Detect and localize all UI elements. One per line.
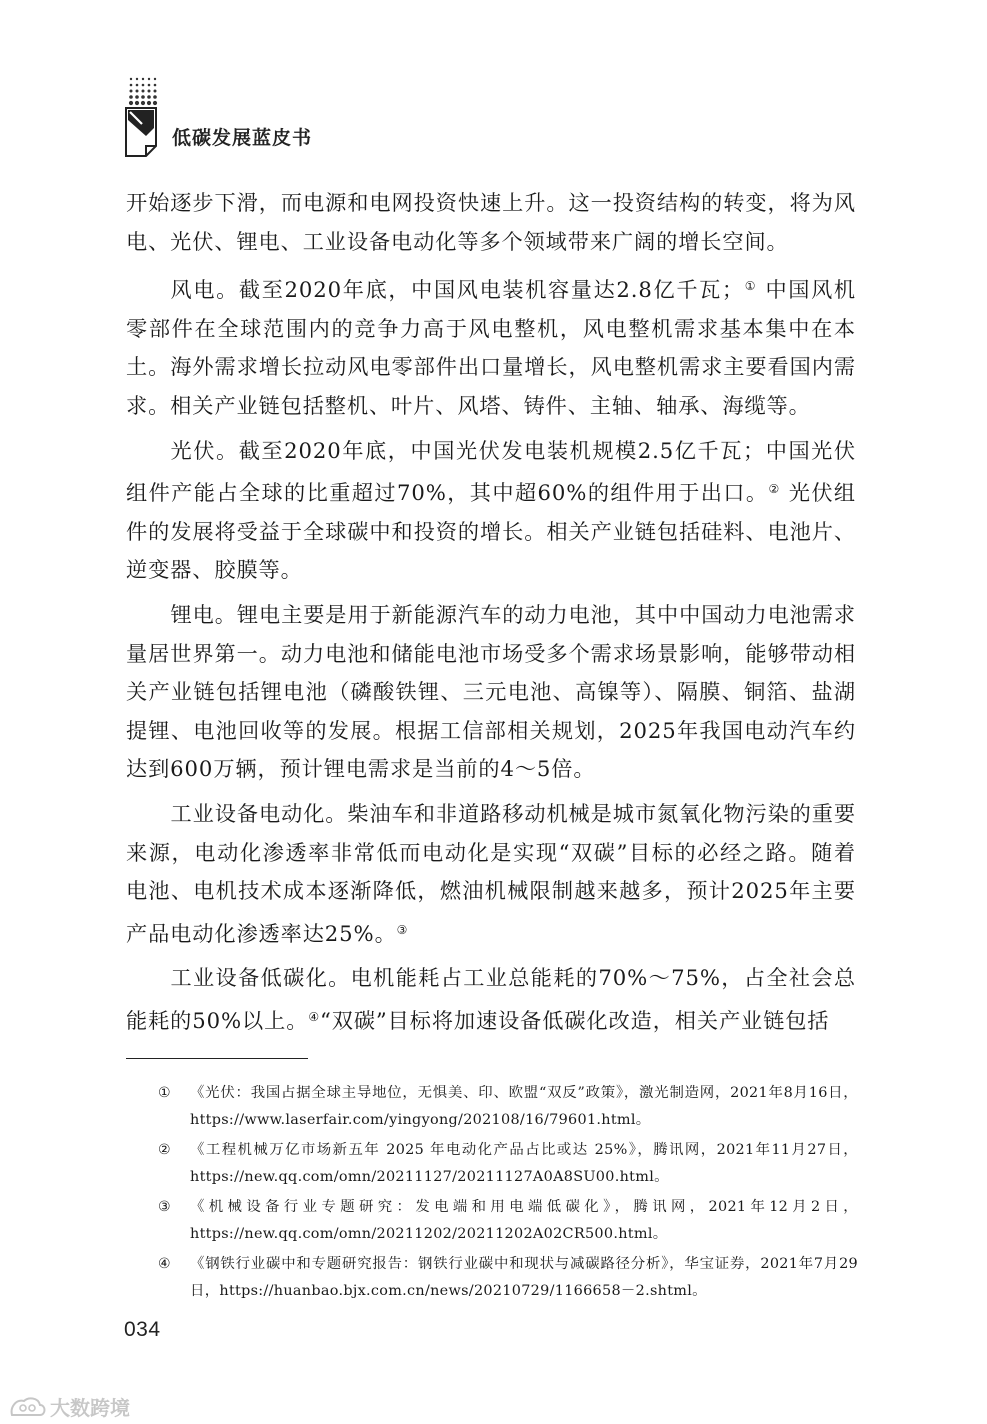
paragraph-text: 工业设备电动化。柴油车和非道路移动机械是城市氮氧化物污染的重要来源，电动化渗透率非常低而电动化是实现“双碳”目标的必经之路。随着电池、电机技术成本逐渐降低，燃油机械限制越来越多，预计2025年主要产品电动化渗透率达25%。 — [126, 800, 856, 946]
paragraph-continuation: 开始逐步下滑，而电源和电网投资快速上升。这一投资结构的转变，将为风电、光伏、锂电、工业设备电动化等多个领域带来广阔的增长空间。 — [126, 190, 856, 254]
paragraph-lithium-battery: 锂电。锂电主要是用于新能源汽车的动力电池，其中中国动力电池需求量居世界第一。动力电池和储能电池市场受多个需求场景影响，能够带动相关产业链包括锂电池（磷酸铁锂、三元电池、高镍等）、隔膜、铜箔、盐湖提锂、电池回收等的发展。根据工信部相关规划，2025年我国电动汽车约达到600万辆，预计锂电需求是当前的4～5倍。 — [126, 601, 856, 782]
footnote-mark: ③ — [158, 1199, 171, 1215]
watermark — [8, 1392, 130, 1421]
footnotes — [160, 1080, 858, 1308]
paragraph-wind-power — [126, 267, 856, 425]
running-head: 低碳发展蓝皮书 — [172, 127, 313, 149]
dot-grid-ornament — [128, 76, 158, 106]
footnote-item — [160, 1137, 858, 1190]
paragraph-equipment-low-carbon — [126, 959, 856, 1040]
footnote-text: 《光伏：我国占据全球主导地位，无惧美、印、欧盟“双反”政策》，激光制造网，2021年8月16日，https://www.laserfair.com/yingyong/202108/16/79601.html。 — [190, 1085, 858, 1128]
footnote-divider — [126, 1058, 308, 1059]
footnote-item — [160, 1080, 858, 1133]
footnote-mark: ① — [158, 1085, 171, 1101]
paragraph-text: 风电。截至2020年底，中国风电装机容量达2.8亿千瓦； — [170, 277, 745, 303]
footnote-text: 《机械设备行业专题研究：发电端和用电端低碳化》，腾讯网，2021年12月2日，https://new.qq.com/omn/20211202/20211202A02CR500.html。 — [190, 1199, 858, 1242]
paragraph-text: 光伏组件的发展将受益于全球碳中和投资的增长。相关产业链包括硅料、电池片、逆变器、胶膜等。 — [126, 480, 856, 583]
footnote-item — [160, 1194, 858, 1247]
body-text — [126, 184, 856, 1046]
footnote-text: 《钢铁行业碳中和专题研究报告：钢铁行业碳中和现状与减碳路径分析》，华宝证券，2021年7月29日，https://huanbao.bjx.com.cn/news/20210729/1166658－2.shtml。 — [190, 1256, 858, 1299]
footnote-text: 《工程机械万亿市场新五年 2025 年电动化产品占比或达 25%》，腾讯网，2021年11月27日，https://new.qq.com/omn/20211127/20211127A0A8SU00.html。 — [190, 1142, 858, 1185]
footnote-mark: ④ — [158, 1256, 171, 1272]
paragraph-text: 中国风机零部件在全球范围内的竞争力高于风电整机，风电整机需求基本集中在本土。海外需求增长拉动风电零部件出口量增长，风电整机需求主要看国内需求。相关产业链包括整机、叶片、风塔、铸件、主轴、轴承、海缆等。 — [126, 277, 856, 418]
watermark-text: 大数跨境 — [50, 1396, 130, 1420]
footnote-ref-3[interactable]: ③ — [396, 922, 409, 937]
footnote-ref-1[interactable]: ① — [744, 279, 758, 294]
page-number: 034 — [124, 1318, 161, 1341]
paragraph-equipment-electrification — [126, 795, 856, 953]
footnote-ref-4[interactable]: ④ — [308, 1009, 320, 1024]
paragraph-text: “双碳”目标将加速设备低碳化改造，相关产业链包括 — [320, 1007, 830, 1033]
watermark-logo-icon — [8, 1395, 48, 1419]
paragraph-photovoltaic — [126, 432, 856, 590]
footnote-mark: ② — [158, 1142, 171, 1158]
paragraph-text: 工业设备低碳化。电机能耗占工业总能耗的70%～75%，占全社会总能耗的50%以上。 — [126, 965, 856, 1033]
paragraph-text: 光伏。截至2020年底，中国光伏发电装机规模2.5亿千瓦；中国光伏组件产能占全球的比重超过70%，其中超60%的组件用于出口。 — [126, 437, 856, 506]
book-emblem-icon — [124, 106, 158, 158]
footnote-ref-2[interactable]: ② — [768, 482, 781, 497]
footnote-item — [160, 1251, 858, 1304]
